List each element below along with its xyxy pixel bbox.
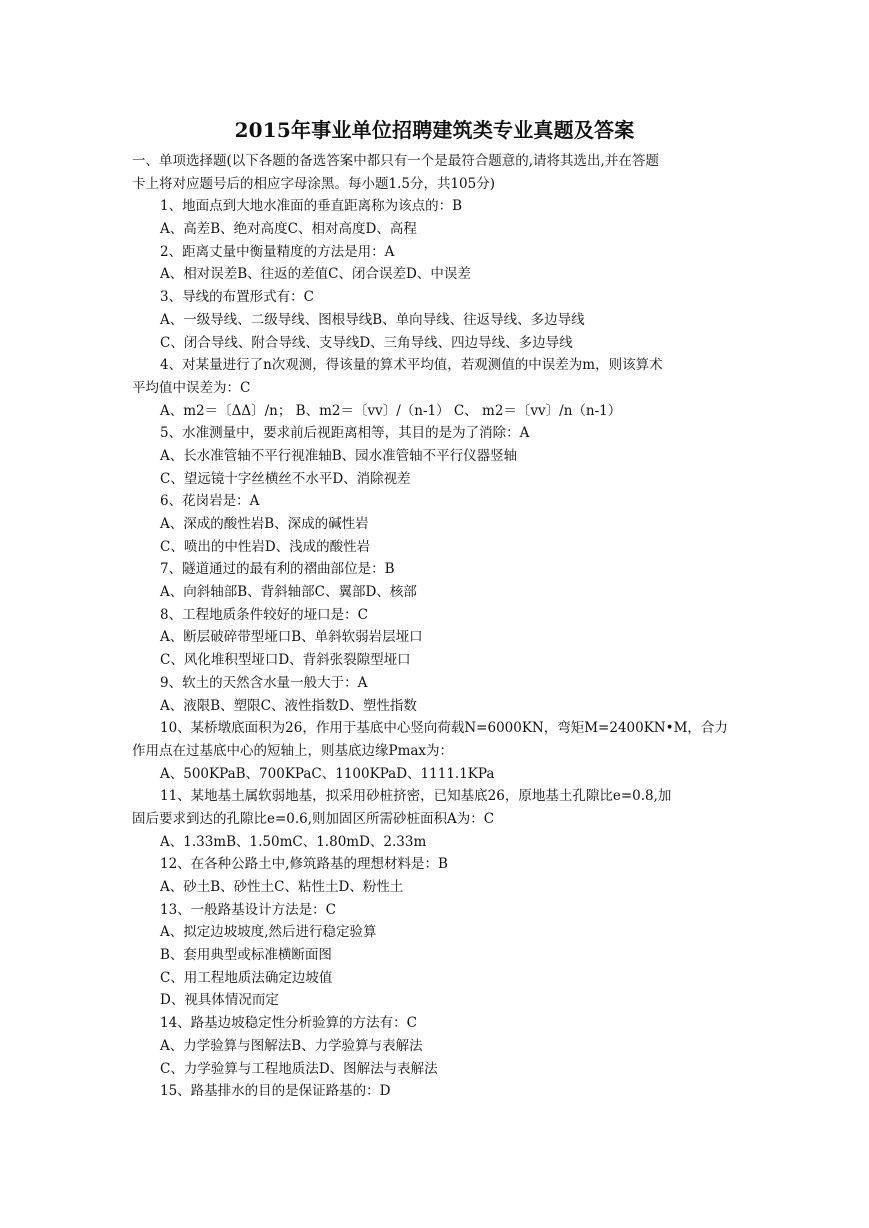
text-line: 13、一般路基设计方法是：C: [160, 901, 337, 918]
text-line: C、喷出的中性岩D、浅成的酸性岩: [160, 538, 371, 555]
text-line: C、用工程地质法确定边坡值: [160, 969, 333, 986]
text-line: 平均值中误差为：C: [132, 379, 251, 396]
text-line: 4、对某量进行了n次观测，得该量的算术平均值，若观测值的中误差为m，则该算术: [160, 357, 663, 374]
text-line: C、闭合导线、附合导线、支导线D、三角导线、四边导线、多边导线: [160, 334, 573, 351]
text-line: 11、某地基土属软弱地基，拟采用砂桩挤密，已知基底26，原地基土孔隙比e=0.8,加: [160, 788, 672, 805]
text-line: A、力学验算与图解法B、力学验算与表解法: [160, 1037, 423, 1054]
text-line: 6、花岗岩是：A: [160, 493, 260, 510]
text-line: C、望远镜十字丝横丝不水平D、消除视差: [160, 470, 411, 487]
text-line: A、断层破碎带型垭口B、单斜软弱岩层垭口: [160, 629, 423, 646]
page-title: 2015年事业单位招聘建筑类专业真题及答案: [234, 118, 635, 142]
text-line: 12、在各种公路土中,修筑路基的理想材料是：B: [160, 856, 448, 873]
text-line: D、视具体情况而定: [160, 992, 279, 1009]
text-line: 1、地面点到大地水准面的垂直距离称为该点的：B: [160, 198, 463, 215]
text-line: 5、水准测量中，要求前后视距离相等，其目的是为了消除：A: [160, 425, 530, 442]
text-line: A、拟定边坡坡度,然后进行稳定验算: [160, 924, 377, 941]
text-line: B、套用典型或标准横断面图: [160, 947, 332, 964]
text-line: 9、软土的天然含水量一般大于：A: [160, 674, 368, 691]
text-line: A、500KPaB、700KPaC、1100KPaD、1111.1KPa: [160, 765, 495, 782]
text-line: A、向斜轴部B、背斜轴部C、翼部D、核部: [160, 584, 417, 601]
text-line: A、相对误差B、往返的差值C、闭合误差D、中误差: [160, 266, 471, 283]
text-line: A、1.33mB、1.50mC、1.80mD、2.33m: [160, 833, 427, 850]
text-line: A、一级导线、二级导线、图根导线B、单向导线、往返导线、多边导线: [160, 311, 585, 328]
text-line: C、力学验算与工程地质法D、图解法与表解法: [160, 1060, 438, 1077]
text-line: 作用点在过基底中心的短轴上，则基底边缘Pmax为：: [132, 742, 454, 759]
text-line: A、液限B、塑限C、液性指数D、塑性指数: [160, 697, 417, 714]
text-line: 3、导线的布置形式有：C: [160, 289, 314, 306]
text-line: A、高差B、绝对高度C、相对高度D、高程: [160, 221, 417, 238]
text-line: 7、隧道通过的最有利的褶曲部位是：B: [160, 561, 395, 578]
text-line: A、砂土B、砂性土C、粘性土D、粉性土: [160, 879, 404, 895]
text-line: 14、路基边坡稳定性分析验算的方法有：C: [160, 1015, 418, 1032]
text-line: 8、工程地质条件较好的垭口是：C: [160, 606, 368, 623]
text-line: 10、某桥墩底面积为26，作用于基底中心竖向荷载N=6000KN，弯矩M=2400KN•M，合力: [160, 720, 728, 737]
text-line: C、风化堆积型垭口D、背斜张裂隙型垭口: [160, 652, 411, 669]
text-line: 2、距离丈量中衡量精度的方法是用：A: [160, 243, 395, 260]
text-line: A、深成的酸性岩B、深成的碱性岩: [160, 516, 369, 532]
text-line: 卡上将对应题号后的相应字母涂黑。每小题1.5分，共105分): [132, 175, 496, 192]
document-body: [0, 150, 869, 1103]
text-line: 15、路基排水的目的是保证路基的：D: [160, 1083, 391, 1100]
text-line: 固后要求到达的孔隙比e=0.6,则加固区所需砂桩面积A为：C: [132, 810, 495, 827]
text-line: 一、单项选择题(以下各题的备选答案中都只有一个是最符合题意的,请将其选出,并在答题: [132, 153, 659, 169]
text-line: A、m2＝〔ΔΔ〕/n； B、m2＝〔vv〕/（n-1） C、 m2＝〔vv〕/n（n-1）: [160, 402, 622, 419]
text-line: A、长水准管轴不平行视准轴B、园水准管轴不平行仪器竖轴: [160, 447, 518, 464]
